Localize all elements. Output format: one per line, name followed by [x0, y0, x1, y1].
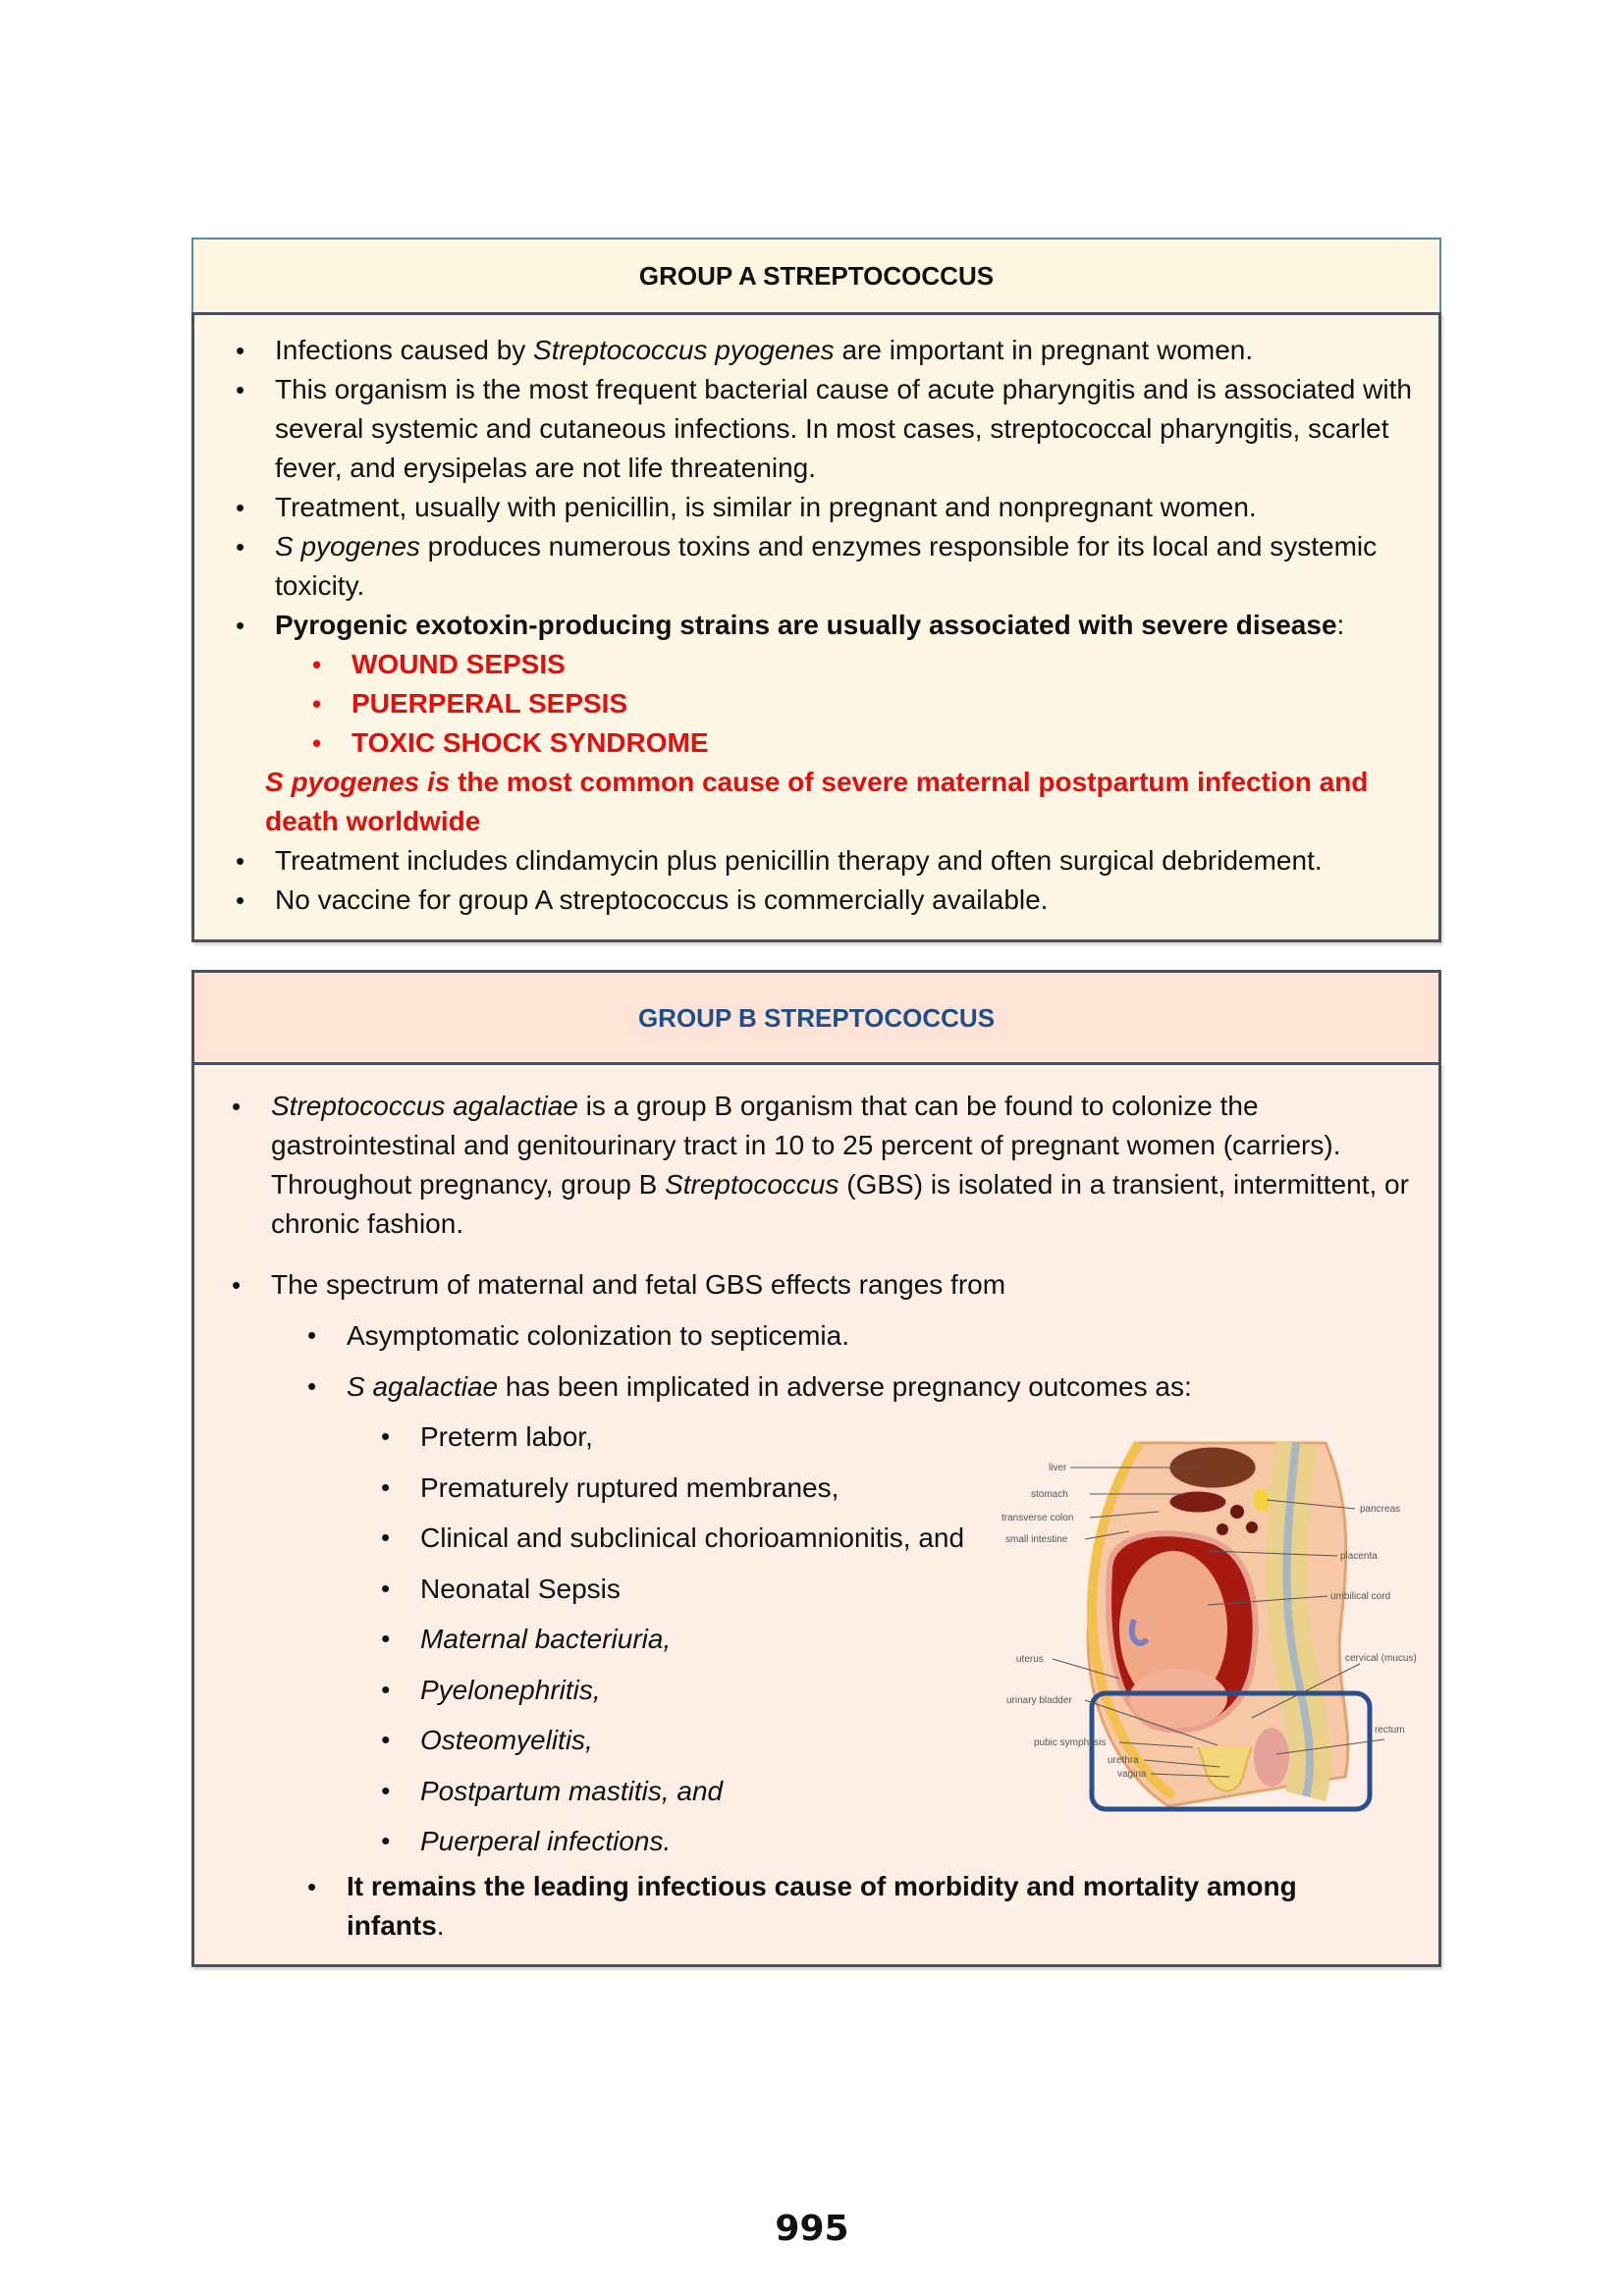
group-b-bullets [214, 1087, 1419, 1305]
outcome-item: • Osteomyelitis, [420, 1715, 1419, 1766]
red-note: S pyogenes is the most common cause of severe maternal postpartum infection and death worldwide [265, 767, 1369, 836]
list-item: • Pyrogenic exotoxin-producing strains are usually associated with severe disease: [275, 606, 1419, 645]
list-item: • S agalactiae has been implicated in adverse pregnancy outcomes as: [347, 1362, 1419, 1413]
outcome-item: • Prematurely ruptured membranes, [420, 1463, 1419, 1514]
list-item: • Asymptomatic colonization to septicemia. [347, 1310, 1419, 1362]
label-urethra: urethra [1108, 1755, 1139, 1766]
label-cervical: cervical (mucus) [1345, 1653, 1417, 1664]
severe-item: • PUERPERAL SEPSIS [352, 684, 1419, 723]
list-item: • No vaccine for group A streptococcus is commercially available. [275, 881, 1419, 920]
severe-item: • TOXIC SHOCK SYNDROME [352, 723, 1419, 763]
outcome-item: • Clinical and subclinical chorioamnionitis, and [420, 1513, 1419, 1564]
page-number: 995 [775, 2209, 849, 2249]
label-vagina: vagina [1117, 1769, 1147, 1780]
label-liver: liver [1049, 1463, 1067, 1473]
group-a-title: GROUP A STREPTOCOCCUS [638, 260, 995, 291]
label-umbilical-cord: umbilical cord [1330, 1591, 1391, 1602]
list-item: • This organism is the most frequent bacterial cause of acute pharyngitis and is associated with several systemic and cutaneous infections. In most cases, streptococcal pharyngitis, scarlet fever, and erysipelas are not life threatening. [275, 370, 1419, 488]
list-item: • Streptococcus agalactiae is a group B organism that can be found to colonize the gastrointestinal and genitourinary tract in 10 to 25 percent of pregnant women (carriers). Throughout pregnancy, group B Streptococcus (GBS) is isolated in a transient, intermittent, or chronic fashion. [271, 1087, 1409, 1244]
list-item: • The spectrum of maternal and fetal GBS effects ranges from [271, 1265, 1409, 1305]
label-urinary-bladder: urinary bladder [1006, 1695, 1072, 1706]
label-pancreas: pancreas [1360, 1504, 1401, 1515]
outcome-item: • Neonatal Sepsis [420, 1564, 1419, 1615]
group-a-header [191, 238, 1441, 314]
group-a-content [191, 312, 1441, 942]
list-item: • Treatment, usually with penicillin, is similar in pregnant and nonpregnant women. [275, 488, 1419, 527]
label-stomach: stomach [1031, 1489, 1068, 1500]
label-transverse-colon: transverse colon [1001, 1513, 1074, 1523]
outcome-item: • Postpartum mastitis, and [420, 1766, 1419, 1817]
group-a-bullets [214, 331, 1419, 645]
outcome-item: • Preterm labor, [420, 1412, 1419, 1463]
severe-disease-list [214, 645, 1419, 763]
label-small-intestine: small intestine [1005, 1534, 1068, 1545]
list-item: • S pyogenes produces numerous toxins and enzymes responsible for its local and systemic toxicity. [275, 527, 1419, 606]
list-item: • Infections caused by Streptococcus pyogenes are important in pregnant women. [275, 331, 1419, 370]
severe-item: • WOUND SEPSIS [352, 645, 1419, 684]
outcome-item: • Maternal bacteriuria, [420, 1614, 1419, 1665]
group-b-header [191, 970, 1441, 1064]
group-a-bullets-after [214, 841, 1419, 920]
group-b-title: GROUP B STREPTOCOCCUS [637, 1003, 996, 1033]
outcome-item: • Puerperal infections. [420, 1816, 1419, 1867]
label-rectum: rectum [1375, 1725, 1405, 1735]
label-placenta: placenta [1340, 1551, 1378, 1562]
label-pubic-symphysis: pubic symphysis [1034, 1737, 1107, 1748]
list-item: • It remains the leading infectious cause of morbidity and mortality among infants. [347, 1867, 1340, 1946]
pregnancy-anatomy-diagram [1001, 1433, 1434, 1826]
label-uterus: uterus [1016, 1654, 1044, 1665]
list-item: • Treatment includes clindamycin plus penicillin therapy and often surgical debridement. [275, 841, 1419, 881]
outcome-item: • Pyelonephritis, [420, 1665, 1419, 1716]
leading-cause [214, 1867, 1419, 1946]
spectrum-sublist [214, 1310, 1419, 1412]
